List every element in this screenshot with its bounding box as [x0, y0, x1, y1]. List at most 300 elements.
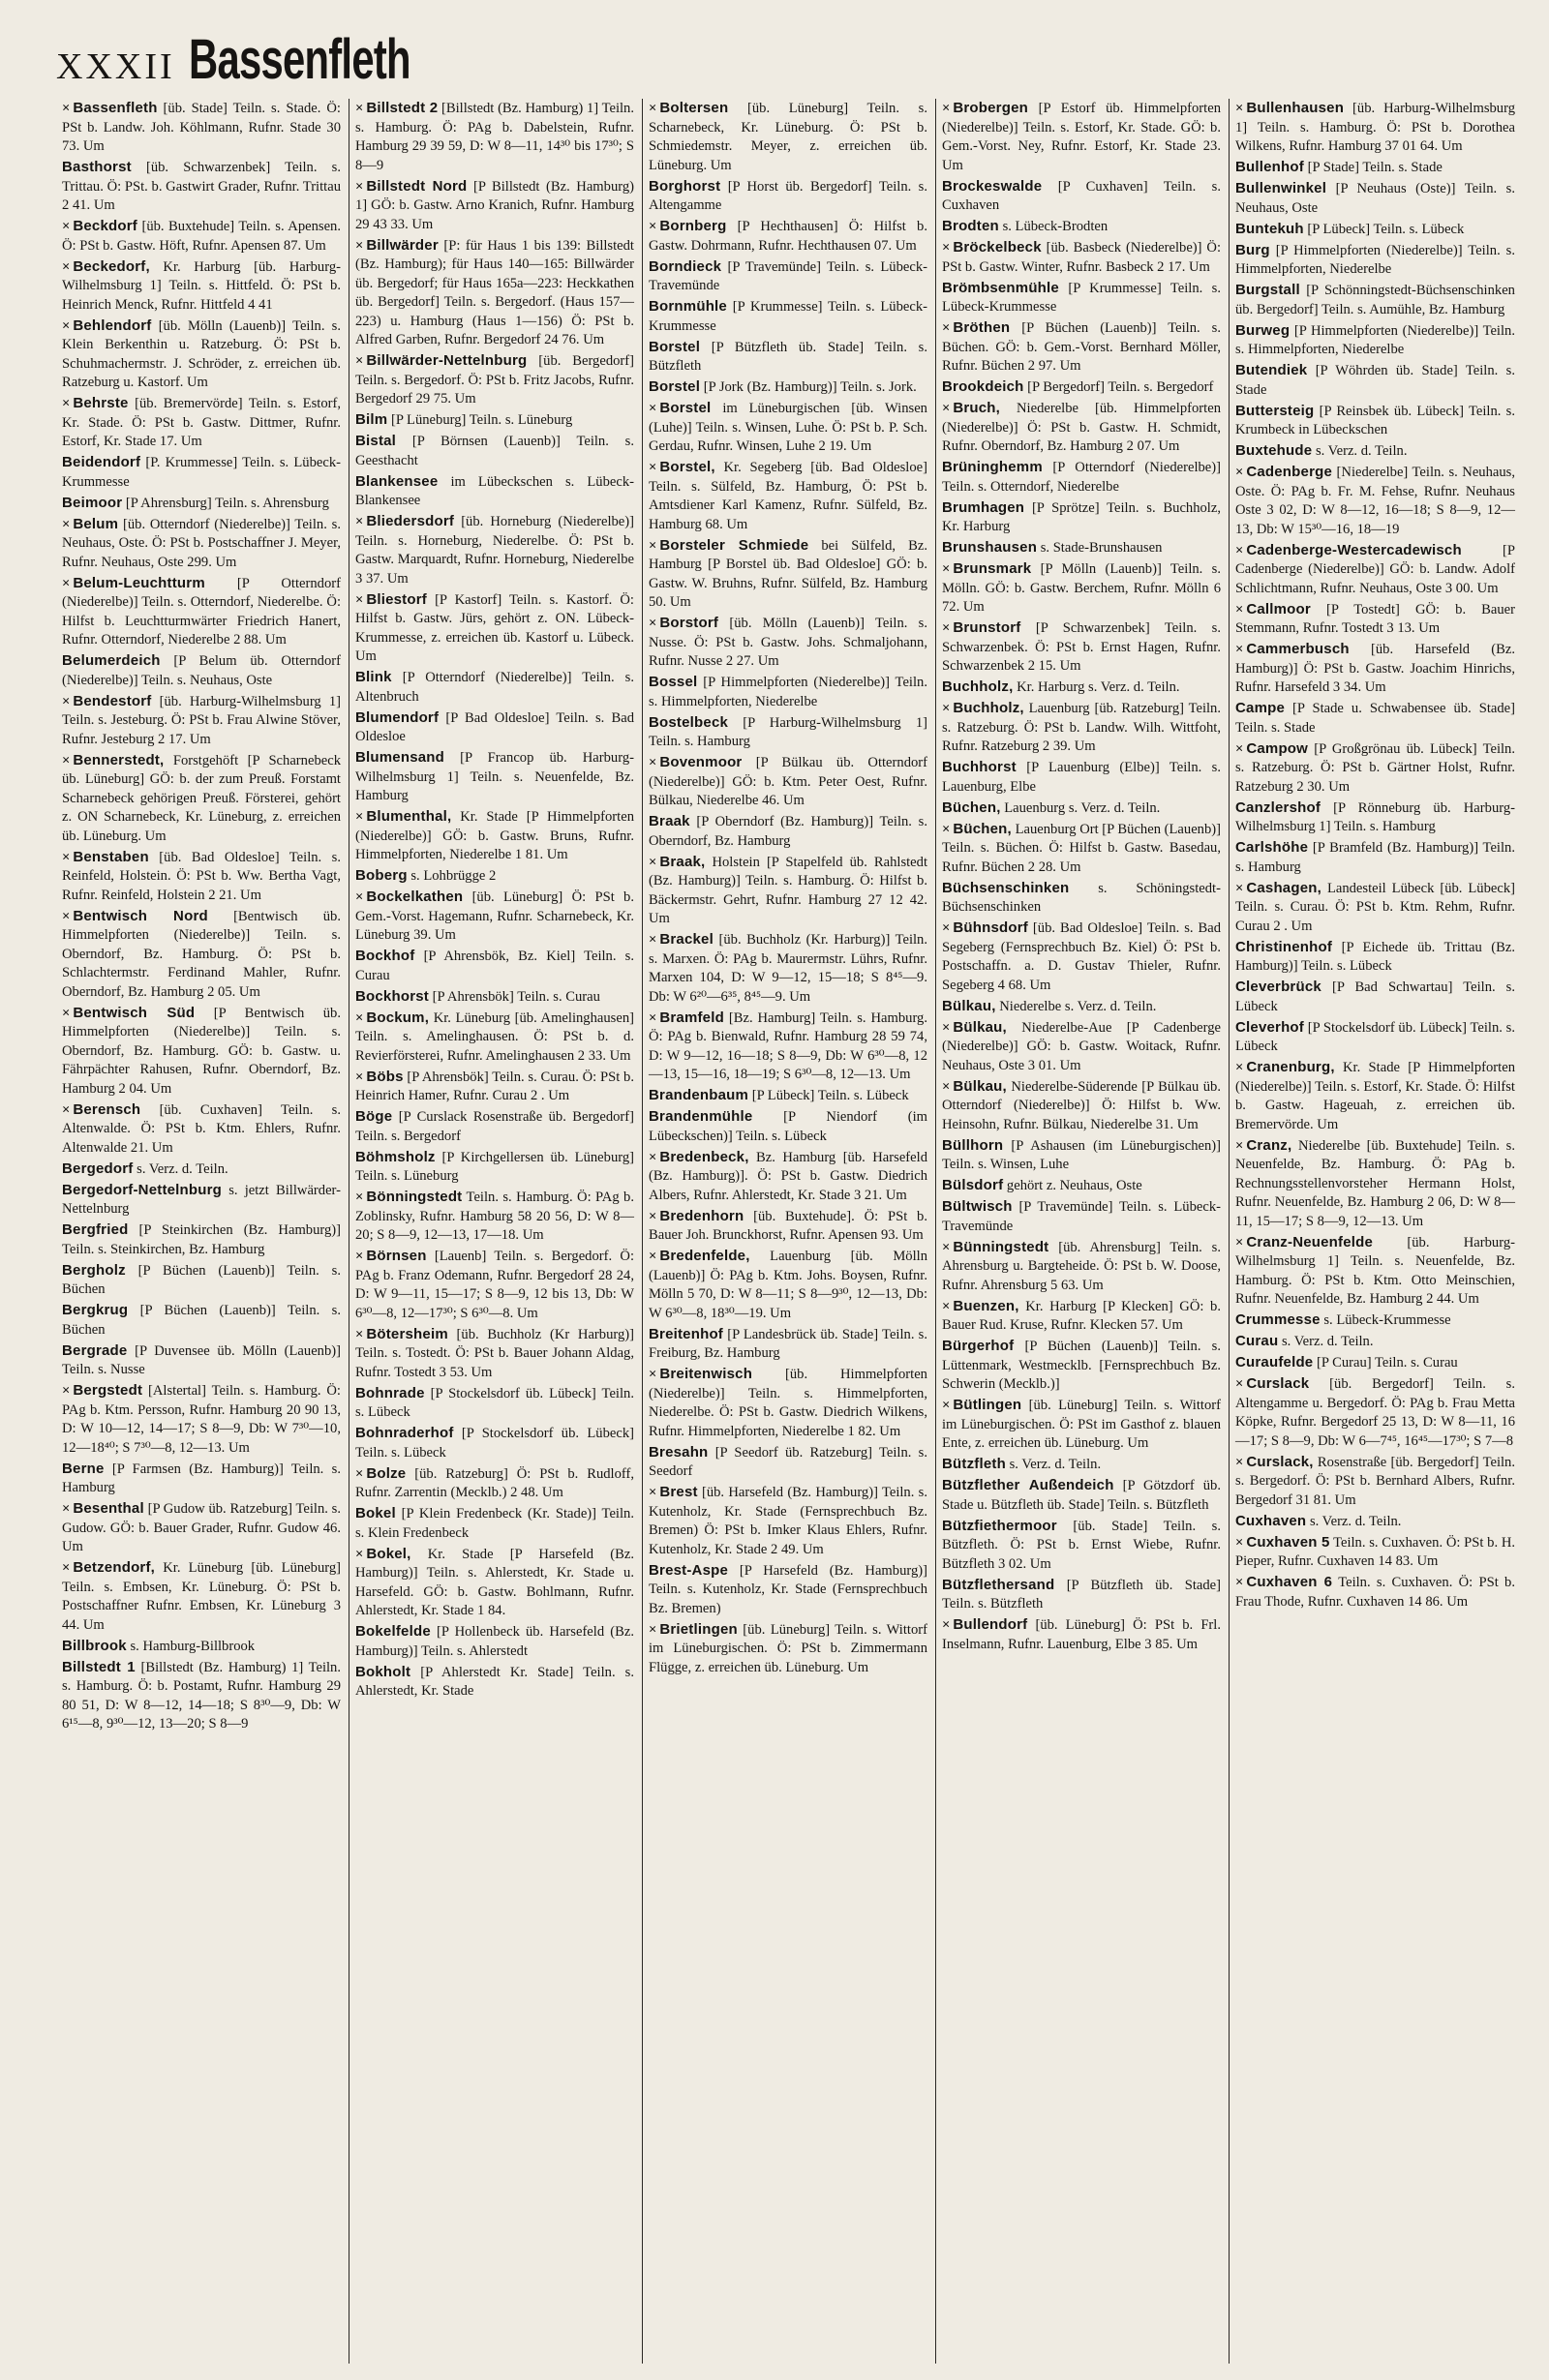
entry-place-name: Brodten [942, 218, 999, 234]
entry-text: [üb. Buxtehude]. Ö: PSt b. Bauer Joh. Brunckhorst, Rufnr. Apensen 93. Um [649, 1208, 927, 1243]
entry-text: Kr. Harburg [P Klecken] GÖ: b. Bauer Rud. Kruse, Rufnr. Klecken 57. Um [942, 1298, 1221, 1333]
directory-entry [62, 99, 341, 157]
entry-place-name: Bliestorf [366, 590, 427, 608]
entry-text: [Lauenb] Teiln. s. Bergedorf. Ö: PAg b. Franz Odemann, Rufnr. Bergedorf 28 24, D: W 9—11, 15—17; S 8—9, 12 bis 13, Db: W 6³⁰—8, 12—17³⁰; S 6³⁰—8. Um [355, 1249, 634, 1321]
entry-text: Niederelbe-Aue [P Cadenberge (Niederelbe)] GÖ: b. Gastw. Woitack, Rufnr. Neuhaus, Oste 3 01. Um [942, 1019, 1222, 1073]
cross-mark-icon: × [942, 1398, 951, 1413]
entry-text: [P Harburg-Wilhelmsburg 1] Teiln. s. Hamburg [649, 714, 927, 749]
cross-mark-icon: × [942, 1617, 951, 1633]
directory-entry [355, 708, 634, 747]
entry-place-name: Curau [1235, 1333, 1279, 1349]
entry-place-name: Bergrade [62, 1341, 128, 1359]
entry-place-name: Bützfleth [942, 1456, 1006, 1472]
entry-place-name: Bentwisch Nord [73, 907, 208, 924]
entry-place-name: Blumensand [355, 749, 445, 766]
directory-entry [355, 1188, 634, 1246]
cross-mark-icon: × [62, 1005, 71, 1021]
entry-place-name: Bültwisch [942, 1198, 1013, 1215]
entry-text: [Billstedt (Bz. Hamburg) 1] Teiln. s. Hamburg. Ö: PAg b. Dabelstein, Rufnr. Hamburg 29 39 59, D: W 8—11, 14³⁰ bis 17³⁰; S 8—9 [355, 101, 635, 173]
entry-text: Kr. Lüneburg [üb. Amelinghausen] Teiln. s. Amelinghausen. Ö: PSt b. d. Revierförsterei, Rufnr. Amelinghausen 2 33. Um [355, 1009, 634, 1064]
directory-entry [355, 177, 634, 235]
entry-place-name: Bröckelbeck [953, 239, 1042, 256]
entry-text: [P Tostedt] GÖ: b. Bauer Stemmann, Rufnr. Tostedt 3 13. Um [1235, 601, 1515, 636]
cross-mark-icon: × [62, 396, 71, 411]
entry-place-name: Breitenhof [649, 1325, 723, 1342]
directory-entry [1235, 879, 1515, 937]
entry-text: [P: für Haus 1 bis 139: Billstedt (Bz. Hamburg); für Haus 140—165: Billwärder üb. Bergedorf; für Haus 165a—223: Heckkathen üb. Bergedorf] Teiln. s. Bergedorf. (Haus 157—223) u. Hamburg (Haus 1—156) Ö: PSt b. Alfred Garben, Rufnr. Bergedorf 24 76. Um [355, 237, 634, 347]
directory-entry [355, 668, 634, 707]
directory-entry [942, 1136, 1221, 1175]
entry-place-name: Belumerdeich [62, 652, 161, 669]
entry-text: [P Kirchgellersen üb. Lüneburg] Teiln. s. Lüneburg [355, 1149, 634, 1184]
entry-place-name: Callmoor [1246, 600, 1311, 618]
cross-mark-icon: × [942, 1019, 951, 1036]
directory-entry [942, 1018, 1221, 1076]
directory-entry [62, 515, 341, 573]
entry-place-name: Cadenberge-Westercadewisch [1246, 541, 1462, 558]
cross-mark-icon: × [649, 854, 657, 870]
entry-text: s. Stade-Brunshausen [1040, 540, 1163, 556]
entry-place-name: Bruch, [953, 400, 1001, 416]
entry-place-name: Brunshausen [942, 539, 1038, 556]
directory-entry [355, 236, 634, 350]
entry-text: s. Verz. d. Teiln. [1315, 443, 1408, 459]
cross-mark-icon: × [62, 258, 71, 275]
cross-mark-icon: × [942, 401, 951, 416]
directory-entry [942, 1455, 1221, 1475]
directory-entry [1235, 739, 1515, 798]
column-4 [936, 99, 1230, 2364]
entry-text: s. jetzt Billwärder-Nettelnburg [62, 1182, 341, 1217]
entry-text: [üb. Schwarzenbek] Teiln. s. Trittau. Ö: PSt. b. Gastwirt Grader, Rufnr. Trittau 2 41. Um [62, 160, 341, 213]
directory-entry [942, 217, 1221, 237]
entry-text: [P Stade] Teiln. s. Stade [1307, 160, 1443, 175]
directory-entry [649, 673, 927, 711]
directory-entry [1235, 158, 1515, 178]
directory-entry [355, 1384, 634, 1423]
entry-place-name: Bokel, [366, 1545, 411, 1562]
directory-entry [355, 1545, 634, 1621]
entry-place-name: Cuxhaven 5 [1246, 1533, 1330, 1551]
entry-text: [P Büchen (Lauenb)] Teiln. s. Büchen. GÖ: b. Gem.-Vorst. Bernhard Möller, Rufnr. Büchen 2 97. Um [942, 320, 1221, 374]
directory-entry [62, 848, 341, 906]
cross-mark-icon: × [1235, 101, 1244, 116]
entry-text: Teiln. s. Hamburg. Ö: PAg b. Zoblinsky, Rufnr. Hamburg 58 20 56, D: W 8—20; S 8—9, 12—13, 17—18. Um [355, 1190, 635, 1243]
entry-place-name: Bresahn [649, 1443, 709, 1461]
entry-place-name: Borstel [649, 378, 701, 395]
entry-text: [P Francop üb. Harburg-Wilhelmsburg 1] Teiln. s. Neuenfelde, Bz. Hamburg [355, 750, 634, 803]
directory-entry [649, 1443, 927, 1482]
cross-mark-icon: × [355, 1249, 364, 1264]
cross-mark-icon: × [649, 1208, 657, 1224]
entry-text: [P Ahlerstedt Kr. Stade] Teiln. s. Ahlerstedt, Kr. Stade [355, 1664, 634, 1699]
cross-mark-icon: × [355, 353, 364, 369]
cross-mark-icon: × [355, 1009, 364, 1026]
entry-text: [üb. Bremervörde] Teiln. s. Estorf, Kr. Stade. Ö: PSt b. Gastw. Dittmer, Rufnr. Estorf, Kr. Stade 17. Um [62, 396, 341, 449]
entry-place-name: Bassenfleth [73, 100, 158, 116]
entry-place-name: Borndieck [649, 257, 722, 275]
entry-text: bei Sülfeld, Bz. Hamburg [P Borstel üb. Bad Oldesloe] GÖ: b. Gastw. W. Bruhns, Rufnr. Sülfeld, Bz. Hamburg 50. Um [649, 537, 927, 610]
entry-text: [Bz. Hamburg] Teiln. s. Hamburg. Ö: PAg b. Bienwald, Rufnr. Hamburg 28 59 74, D: W 9—12, 16—18; S 8—9, Db: W 6³⁰—8, 12—13, 15—16, 18—19; S 6³⁰—8, 12—13. Um [649, 1009, 927, 1082]
entry-text: [P Stockelsdorf üb. Lübeck] Teiln. s. Lübeck [1235, 1019, 1516, 1054]
entry-text: Lauenburg [üb. Ratzeburg] Teiln. s. Ratzeburg. Ö: PSt b. Landw. Wilh. Wittfoht, Rufnr. Ratzeburg 2 39. Um [942, 701, 1221, 754]
entry-place-name: Bullenwinkel [1235, 180, 1327, 196]
column-1 [56, 99, 349, 2364]
entry-place-name: Büllhorn [942, 1136, 1004, 1154]
entry-place-name: Büchen, [942, 798, 1001, 816]
entry-text: Forstgehöft [P Scharnebeck üb. Lüneburg] GÖ: b. der zum Preuß. Forstamt Scharnebeck gehörigen Preuß. Försterei, gehört z. ON Scharnebeck, Kr. Lüneburg, z. erreichen üb. Lüneburg. Um [62, 752, 341, 844]
directory-entry [649, 614, 927, 672]
entry-text: [P Hechthausen] Ö: Hilfst b. Gastw. Dohrmann, Rufnr. Hechthausen 07. Um [649, 219, 927, 254]
entry-text: [üb. Mölln (Lauenb)] Teiln. s. Nusse. Ö: PSt b. Gastw. Johs. Schmaljohann, Rufnr. Nusse 2 27. Um [649, 616, 927, 669]
cross-mark-icon: × [1235, 1534, 1244, 1551]
cross-mark-icon: × [355, 809, 364, 825]
directory-entry [355, 1464, 634, 1503]
entry-place-name: Belum-Leuchtturm [73, 574, 205, 591]
entry-text: [P Gudow üb. Ratzeburg] Teiln. s. Gudow. GÖ: b. Bauer Grader, Rufnr. Gudow 46. Um [62, 1501, 341, 1554]
entry-place-name: Bülkau, [953, 1018, 1007, 1036]
entry-place-name: Bostelbeck [649, 713, 729, 731]
entry-text: Holstein [P Stapelfeld üb. Rahlstedt (Bz. Hamburg)] Teiln. s. Hamburg. Ö: Hilfst b. Bäckermstr. Gehrt, Rufnr. Hamburg 27 12 42. Um [649, 854, 928, 926]
entry-text: s. Verz. d. Teiln. [1309, 1513, 1402, 1529]
cross-mark-icon: × [355, 1326, 364, 1342]
entry-text: Niederelbe-Süderende [P Bülkau üb. Otterndorf (Niederelbe)] Ö: Hilfst b. Ww. Heinsohn, Rufnr. Bülkau, Niederelbe 31. Um [942, 1078, 1221, 1132]
entry-text: [üb. Ratzeburg] Ö: PSt b. Rudloff, Rufnr. Zarrentin (Mecklb.) 2 48. Um [355, 1465, 634, 1500]
directory-entry [942, 618, 1221, 677]
directory-entry [355, 410, 634, 431]
entry-text: Niederelbe s. Verz. d. Teiln. [999, 998, 1157, 1014]
directory-entry [942, 1337, 1221, 1395]
entry-place-name: Borstel [659, 400, 712, 416]
entry-text: [P Lüneburg] Teiln. s. Lüneburg [390, 412, 573, 428]
directory-entry [649, 1325, 927, 1364]
entry-text: s. Schöningstedt-Büchsenschinken [942, 880, 1221, 915]
entry-place-name: Billstedt 1 [62, 1658, 136, 1675]
entry-place-name: Bröthen [953, 319, 1011, 336]
entry-place-name: Basthorst [62, 159, 132, 175]
entry-place-name: Billwärder-Nettelnburg [366, 352, 528, 369]
directory-entry [942, 758, 1221, 797]
entry-place-name: Burgstall [1235, 282, 1300, 298]
entry-text: [P Steinkirchen (Bz. Hamburg)] Teiln. s. Steinkirchen, Bz. Hamburg [62, 1222, 341, 1257]
directory-entry [1235, 1512, 1515, 1532]
entry-place-name: Brüninghemm [942, 459, 1043, 475]
entry-place-name: Blumenthal, [366, 808, 452, 825]
entry-text: [P Himmelpforten (Niederelbe)] Teiln. s. Himmelpforten, Niederelbe [1235, 242, 1515, 277]
directory-entry [62, 494, 341, 514]
entry-place-name: Bünningstedt [953, 1238, 1049, 1255]
entry-place-name: Borsteler Schmiede [659, 536, 809, 554]
directory-entry [355, 947, 634, 985]
directory-entry [649, 1247, 927, 1323]
directory-entry [62, 316, 341, 393]
entry-text: [P Sprötze] Teiln. s. Buchholz, Kr. Harburg [942, 499, 1221, 534]
entry-place-name: Belum [73, 515, 119, 532]
entry-text: s. Hamburg-Billbrook [130, 1638, 256, 1654]
directory-entry [942, 699, 1221, 757]
entry-text: [P Krummesse] Teiln. s. Lübeck-Krummesse [649, 299, 927, 334]
directory-entry [355, 512, 634, 588]
entry-place-name: Bredenhorn [659, 1207, 744, 1224]
cross-mark-icon: × [355, 889, 364, 905]
entry-text: Kr. Stade [P Harsefeld (Bz. Hamburg)] Teiln. s. Ahlerstedt, Kr. Stade u. Harsefeld. GÖ: b. Gastw. Bohlmann, Rufnr. Ahlerstedt, Kr. Stade 1 84. [355, 1546, 634, 1618]
directory-entry [62, 158, 341, 216]
directory-entry [62, 394, 341, 452]
entry-text: [P Eichede üb. Trittau (Bz. Hamburg)] Teiln. s. Lübeck [1235, 939, 1515, 974]
cross-mark-icon: × [62, 219, 71, 234]
cross-mark-icon: × [1235, 1454, 1244, 1470]
entry-text: [üb. Harburg-Wilhelmsburg 1] Teiln. s. Neuenfelde, Bz. Hamburg. Ö: PSt b. Ktm. Otto Meinschien, Rufnr. Neuenfelde, Bz. Hamburg 2 44. Um [1235, 1234, 1515, 1307]
directory-entry [62, 1181, 341, 1220]
entry-place-name: Berne [62, 1460, 105, 1477]
entry-place-name: Boberg [355, 867, 408, 884]
entry-text: [P Schönningstedt-Büchsenschinken üb. Bergedorf] Teiln. s. Aumühle, Bz. Hamburg [1235, 283, 1515, 317]
directory-entry [1235, 179, 1515, 218]
entry-text: [P Niendorf (im Lübeckschen)] Teiln. s. Lübeck [649, 1109, 927, 1144]
cross-mark-icon: × [355, 591, 364, 608]
entry-text: [üb. Bad Oldesloe] Teiln. s. Reinfeld, Holstein. Ö: PSt b. Ww. Bertha Vagt, Rufnr. Reinfeld, Holstein 2 21. Um [62, 849, 341, 903]
entry-text: [üb. Himmelpforten (Niederelbe)] Teiln. s. Himmelpforten, Niederelbe. Ö: PSt b. Gastw. Diedrich Wilkens, Rufnr. Himmelpforten, Niederelbe 1 82. Um [649, 1367, 927, 1439]
entry-place-name: Beimoor [62, 494, 123, 511]
entry-place-name: Curaufelde [1235, 1354, 1314, 1371]
entry-place-name: Bergkrug [62, 1302, 129, 1318]
entry-text: [P Bentwisch üb. Himmelpforten (Niederelbe)] Teiln. s. Oberndorf, Bz. Hamburg. GÖ: b. Gastw. u. Fährpächter Rahusen, Rufnr. Oberndorf, Bz. Hamburg 2 04. Um [62, 1005, 341, 1097]
cross-mark-icon: × [1235, 1137, 1244, 1154]
entry-text: [üb. Harburg-Wilhelmsburg 1] Teiln. s. Hamburg. Ö: PSt b. Dorothea Wilkens, Rufnr. Hamburg 37 01 64. Um [1235, 101, 1515, 154]
entry-place-name: Besenthal [73, 1500, 144, 1517]
cross-mark-icon: × [1235, 1376, 1244, 1392]
cross-mark-icon: × [62, 849, 71, 865]
directory-entry [1235, 1533, 1515, 1572]
directory-entry [62, 1460, 341, 1498]
directory-entry [942, 1615, 1221, 1654]
entry-text: [P Stade u. Schwabensee üb. Stade] Teiln. s. Stade [1235, 701, 1515, 736]
entry-place-name: Borghorst [649, 177, 721, 195]
entry-place-name: Braak, [659, 853, 706, 870]
entry-text: [P Bramfeld (Bz. Hamburg)] Teiln. s. Hamburg [1235, 840, 1515, 875]
entry-text: [P Himmelpforten (Niederelbe)] Teiln. s. Himmelpforten, Niederelbe [649, 675, 927, 709]
entry-place-name: Brömbsenmühle [942, 279, 1059, 296]
entry-place-name: Cuxhaven 6 [1246, 1574, 1333, 1590]
column-2 [349, 99, 643, 2364]
directory-entry [1235, 1233, 1515, 1310]
entry-place-name: Beckdorf [73, 218, 137, 234]
directory-entry [62, 1341, 341, 1380]
entry-text: [P Otterndorf (Niederelbe)] Teiln. s. Otterndorf, Niederelbe. Ö: Hilfst b. Leuchtturmwärter Friedrich Hanert, Rufnr. Otterndorf, Niederelbe 2 88. Um [62, 575, 341, 648]
entry-place-name: Breitenwisch [659, 1366, 753, 1382]
entry-place-name: Bergfried [62, 1221, 129, 1238]
entry-place-name: Braak [649, 813, 690, 829]
directory-entry [355, 987, 634, 1008]
entry-text: [P Bad Schwartau] Teiln. s. Lübeck [1235, 979, 1516, 1014]
cross-mark-icon: × [355, 1546, 364, 1562]
column-5 [1230, 99, 1523, 2364]
entry-place-name: Buttersteig [1235, 402, 1315, 419]
entry-text: Kr. Harburg [üb. Harburg-Wilhelmsburg 1] Teiln. s. Hittfeld. Ö: PSt b. Heinrich Menck, Rufnr. Hittfeld 4 41 [62, 258, 341, 313]
entry-place-name: Curslack [1246, 1375, 1310, 1392]
entry-place-name: Bergstedt [73, 1382, 143, 1399]
entry-place-name: Börnsen [366, 1248, 427, 1264]
entry-place-name: Bergedorf [62, 1160, 134, 1177]
directory-entry [1235, 1018, 1515, 1057]
entry-text: [P Lübeck] Teiln. s. Lübeck [1307, 221, 1465, 237]
entry-text: [P Lübeck] Teiln. s. Lübeck [751, 1088, 909, 1103]
page-title: Bassenfleth [188, 28, 410, 91]
entry-text: [P Curau] Teiln. s. Curau [1317, 1355, 1458, 1371]
directory-entry [649, 297, 927, 336]
entry-place-name: Bistal [355, 433, 397, 449]
entry-text: [P Klein Fredenbeck (Kr. Stade)] Teiln. s. Klein Fredenbeck [355, 1506, 634, 1541]
entry-place-name: Billstedt Nord [366, 177, 468, 195]
entry-text: s. Lübeck-Krummesse [1323, 1312, 1451, 1328]
cross-mark-icon: × [942, 561, 951, 577]
entry-text: [P Himmelpforten (Niederelbe)] Teiln. s. Himmelpforten, Niederelbe [1235, 322, 1515, 357]
cross-mark-icon: × [355, 514, 364, 529]
cross-mark-icon: × [649, 401, 657, 416]
entry-place-name: Bützflether Außendeich [942, 1477, 1114, 1493]
entry-text: [P Büchen (Lauenb)] Teiln. s. Büchen [62, 1303, 341, 1338]
directory-entry [649, 99, 927, 175]
entry-place-name: Bennerstedt, [73, 751, 165, 768]
directory-entry [1235, 441, 1515, 462]
directory-entry [1235, 1453, 1515, 1511]
directory-entry [355, 1009, 634, 1067]
cross-mark-icon: × [1235, 465, 1244, 480]
directory-entry [355, 1068, 634, 1106]
directory-entry [355, 1622, 634, 1661]
directory-entry [1235, 699, 1515, 738]
directory-entry [942, 879, 1221, 918]
entry-text: Lauenburg Ort [P Büchen (Lauenb)] Teiln. s. Büchen. Ö: Hilfst b. Gastw. Basedau, Rufnr. Büchen 2 28. Um [942, 821, 1221, 875]
entry-text: im Lüneburgischen [üb. Winsen (Luhe)] Teiln. s. Winsen, Luhe. Ö: PSt b. P. Sch. Gerdau, Rufnr. Winsen, Luhe 2 19. Um [649, 401, 927, 454]
directory-entry [355, 1663, 634, 1702]
entry-place-name: Bockhorst [355, 987, 429, 1005]
directory-entry [649, 177, 927, 216]
entry-text: [P Ahrensbök, Bz. Kiel] Teiln. s. Curau [355, 949, 634, 983]
entry-place-name: Cammerbusch [1246, 641, 1350, 657]
entry-text: [P Hollenbeck üb. Harsefeld (Bz. Hamburg)] Teiln. s. Ahlerstedt [355, 1624, 634, 1659]
cross-mark-icon: × [942, 1239, 951, 1255]
cross-mark-icon: × [942, 620, 951, 636]
entry-place-name: Brandenmühle [649, 1108, 753, 1125]
entry-text: [P Lauenburg (Elbe)] Teiln. s. Lauenburg, Elbe [942, 760, 1221, 795]
entry-text: Landesteil Lübeck [üb. Lübeck] Teiln. s. Curau. Ö: PSt b. Ktm. Rehm, Rufnr. Curau 2 . Um [1235, 880, 1515, 934]
entry-place-name: Bützfiethermoor [942, 1517, 1057, 1534]
entry-place-name: Campow [1246, 739, 1309, 757]
directory-entry [942, 798, 1221, 819]
entry-text: [üb. Ahrensburg] Teiln. s. Ahrensburg u. Bargteheide. Ö: PSt b. W. Doose, Rufnr. Ahrensburg 5 63. Um [942, 1239, 1221, 1293]
directory-entry [649, 1483, 927, 1559]
entry-text: [üb. Lüneburg] Ö: PSt b. Frl. Inselmann, Rufnr. Lauenburg, Elbe 3 85. Um [942, 1617, 1221, 1652]
entry-text: [üb. Harsefeld (Bz. Hamburg)] Ö: PSt b. Gastw. Joachim Hinrichs, Rufnr. Harsefeld 3 34. Um [1235, 642, 1516, 695]
entry-place-name: Crummesse [1235, 1311, 1321, 1328]
directory-entry [62, 1637, 341, 1657]
directory-entry [62, 1499, 341, 1557]
entry-text: [üb. Otterndorf (Niederelbe)] Teiln. s. Neuhaus, Oste. Ö: PSt b. Postschaffner J. Meyer, Rufnr. Neuhaus, Oste 299. Um [62, 516, 341, 570]
entry-place-name: Cranz-Neuenfelde [1246, 1233, 1374, 1250]
entry-place-name: Brumhagen [942, 498, 1025, 516]
directory-entry [942, 1297, 1221, 1336]
entry-text: [P Otterndorf (Niederelbe)] Teiln. s. Altenbruch [355, 670, 634, 705]
entry-text: [P Otterndorf (Niederelbe)] Teiln. s. Otterndorf, Niederelbe [942, 460, 1221, 495]
directory-entry [942, 1176, 1221, 1196]
directory-entry [355, 748, 634, 806]
directory-entry [1235, 281, 1515, 319]
entry-text: Niederelbe [üb. Buxtehude] Teiln. s. Neuenfelde, Bz. Hamburg. Ö: PAg b. Rechnungsstellenvorsteher Hermann Holst, Rufnr. Neuenfelde, Bz. Hamburg 2 06, D: W 8—11, 15—17; S 8—9, 12—13. Um [1235, 1137, 1515, 1229]
entry-text: [P Curslack Rosenstraße üb. Bergedorf] Teiln. s. Bergedorf [355, 1109, 635, 1144]
cross-mark-icon: × [942, 920, 951, 936]
cross-mark-icon: × [649, 755, 657, 770]
entry-text: [P Seedorf üb. Ratzeburg] Teiln. s. Seedorf [649, 1444, 927, 1479]
entry-text: Niederelbe [üb. Himmelpforten (Niederelbe)] Ö: PSt b. Gastw. H. Schmidt, Rufnr. Oberndorf, Bz. Hamburg 2 07. Um [942, 401, 1221, 454]
directory-entry [942, 1396, 1221, 1454]
entry-text: [P Mölln (Lauenb)] Teiln. s. Mölln. GÖ: b. Gastw. Berchem, Rufnr. Mölln 6 72. Um [942, 561, 1221, 615]
entry-place-name: Burweg [1235, 321, 1291, 339]
directory-entry [355, 807, 634, 865]
cross-mark-icon: × [355, 1190, 364, 1205]
entry-place-name: Brest [659, 1484, 698, 1500]
entry-text: [P Büchen (Lauenb)] Teiln. s. Büchen [62, 1262, 341, 1297]
entry-text: [üb. Stade] Teiln. s. Stade. Ö: PSt b. Landw. Joh. Köhlmann, Rufnr. Stade 30 73. Um [62, 101, 341, 154]
directory-entry [1235, 1332, 1515, 1352]
entry-text: [P Ahrensbök] Teiln. s. Curau [432, 988, 600, 1005]
entry-place-name: Bockelkathen [366, 889, 464, 905]
entry-text: [P Wöhrden üb. Stade] Teiln. s. Stade [1235, 363, 1515, 398]
cross-mark-icon: × [942, 101, 951, 116]
directory-entry [1235, 838, 1515, 877]
entry-place-name: Bolze [366, 1464, 407, 1482]
cross-mark-icon: × [942, 1078, 951, 1095]
entry-text: [P Bützfleth üb. Stade] Teiln. s. Bützfleth [942, 1577, 1221, 1612]
entry-text: [üb. Buxtehude] Teiln. s. Apensen. Ö: PSt b. Gastw. Höft, Rufnr. Apensen 87. Um [62, 219, 341, 254]
entry-text: gehört z. Neuhaus, Oste [1006, 1178, 1142, 1193]
cross-mark-icon: × [649, 1249, 657, 1264]
entry-text: [P Krummesse] Teiln. s. Lübeck-Krummesse [942, 280, 1221, 315]
entry-place-name: Billstedt 2 [366, 100, 439, 116]
entry-place-name: Cleverhof [1235, 1018, 1304, 1036]
entry-place-name: Bockum, [366, 1009, 430, 1026]
entry-place-name: Bütlingen [953, 1397, 1022, 1413]
entry-text: [P Farmsen (Bz. Hamburg)] Teiln. s. Hamburg [62, 1461, 341, 1495]
entry-place-name: Billwärder [366, 236, 439, 254]
cross-mark-icon: × [355, 1465, 364, 1482]
directory-entry [1235, 1573, 1515, 1612]
cross-mark-icon: × [649, 460, 657, 475]
entry-place-name: Buenzen, [953, 1297, 1019, 1314]
directory-entry [355, 1424, 634, 1462]
entry-place-name: Blink [355, 669, 392, 685]
entry-text: [P Ashausen (im Lüneburgischen)] Teiln. s. Winsen, Luhe [942, 1137, 1221, 1172]
directory-entry [649, 713, 927, 752]
entry-place-name: Bredenfelde, [659, 1248, 750, 1264]
entry-place-name: Cranenburg, [1246, 1059, 1335, 1075]
directory-entry [355, 99, 634, 175]
entry-place-name: Büchsenschinken [942, 879, 1070, 896]
directory-entry [62, 651, 341, 690]
entry-text: [P Ahrensburg] Teiln. s. Ahrensburg [125, 495, 329, 511]
directory-entry [942, 279, 1221, 317]
directory-entry [942, 678, 1221, 698]
directory-entry [62, 1261, 341, 1300]
directory-entry [1235, 321, 1515, 360]
directory-entry [942, 238, 1221, 277]
cross-mark-icon: × [942, 821, 951, 837]
entry-place-name: Butendiek [1235, 362, 1308, 378]
entry-text: [üb. Lüneburg] Ö: PSt b. Gem.-Vorst. Hagemann, Rufnr. Scharnebeck, Kr. Lüneburg 39. Um [355, 889, 634, 943]
entry-place-name: Bornberg [659, 218, 727, 234]
entry-place-name: Bühnsdorf [953, 919, 1028, 936]
entry-text: [P Rönneburg üb. Harburg-Wilhelmsburg 1] Teiln. s. Hamburg [1235, 799, 1515, 834]
